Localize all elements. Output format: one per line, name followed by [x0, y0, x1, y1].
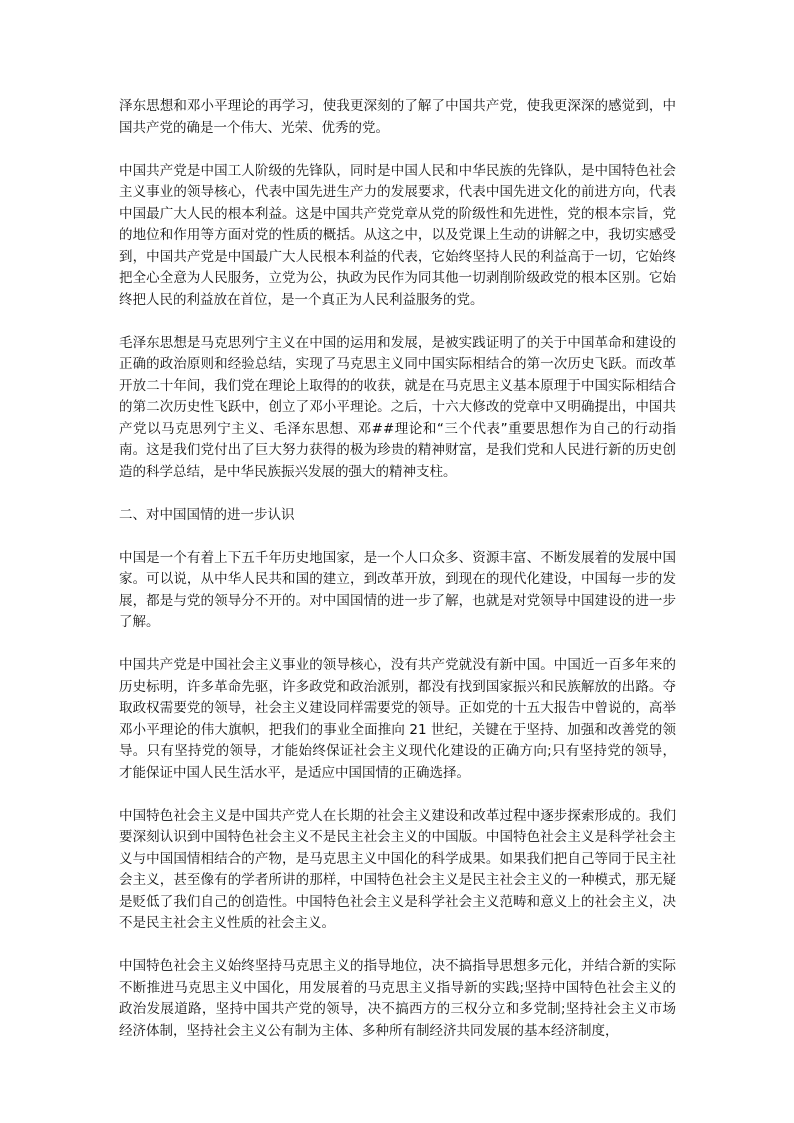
paragraph-5: 中国共产党是中国社会主义事业的领导核心，没有共产党就没有新中国。中国近一百多年来的历史标明，许多革命先驱，许多政党和政治派别，都没有找到国家振兴和民族解放的出路。夺取政权需要党的领导，社会主义建设同样需要党的领导。正如党的十五大报告中曾说的，高举邓小平理论的伟大旗帜，把我们的事业全面推向 21 世纪，关键在于坚持、加强和改善党的领导。只有坚持党的领导，才能始终保证社会主义现代化建设的正确方向;只有坚持党的领导，才能保证中国人民生活水平，是适应中国国情的正确选择。: [119, 657, 676, 781]
paragraph-7: 中国特色社会主义始终坚持马克思主义的指导地位，决不搞指导思想多元化，并结合新的实际不断推进马克思主义中国化，用发展着的马克思主义指导新的实践;坚持中国特色社会主义的政治发展道路，坚持中国共产党的领导，决不搞西方的三权分立和多党制;坚持社会主义市场经济体制，坚持社会主义公有制为主体、多种所有制经济共同发展的基本经济制度，: [119, 958, 676, 1039]
paragraph-2: 中国共产党是中国工人阶级的先锋队，同时是中国人民和中华民族的先锋队，是中国特色社会主义事业的领导核心，代表中国先进生产力的发展要求，代表中国先进文化的前进方向，代表中国最广大人民的根本利益。这是中国共产党党章从党的阶级性和先进性，党的根本宗旨，党的地位和作用等方面对党的性质的概括。从这之中，以及党课上生动的讲解之中，我切实感受到，中国共产党是中国最广大人民根本利益的代表，它始终坚持人民的利益高于一切，它始终把全心全意为人民服务，立党为公，执政为民作为同其他一切剥削阶级政党的根本区别。它始终把人民的利益放在首位，是一个真正为人民利益服务的党。: [119, 162, 676, 308]
paragraph-3: 毛泽东思想是马克思列宁主义在中国的运用和发展，是被实践证明了的关于中国革命和建设的正确的政治原则和经验总结，实现了马克思主义同中国实际相结合的第一次历史飞跃。而改革开放二十年间，我们党在理论上取得的的收获，就是在马克思主义基本原理于中国实际相结合的第二次历史性飞跃中，创立了邓小平理论。之后，十六大修改的党章中又明确提出，中国共产党以马克思列宁主义、毛泽东思想、邓##理论和“三个代表”重要思想作为自己的行动指南。这是我们党付出了巨大努力获得的极为珍贵的精神财富，是我们党和人民进行新的历史创造的科学总结，是中华民族振兴发展的强大的精神支柱。: [119, 334, 676, 480]
paragraph-4: 中国是一个有着上下五千年历史地国家，是一个人口众多、资源丰富、不断发展着的发展中国家。可以说，从中华人民共和国的建立，到改革开放，到现在的现代化建设，中国每一步的发展，都是与党的领导分不开的。对中国国情的进一步了解，也就是对党领导中国建设的进一步了解。: [119, 549, 676, 630]
section-heading: 二、对中国国情的进一步认识: [119, 506, 295, 523]
paragraph-1: 泽东思想和邓小平理论的再学习，使我更深刻的了解了中国共产党，使我更深深的感觉到，中国共产党的确是一个伟大、光荣、优秀的党。: [119, 98, 676, 136]
document-page: [119, 96, 676, 1064]
paragraph-6: 中国特色社会主义是中国共产党人在长期的社会主义建设和改革过程中逐步探索形成的。我们要深刻认识到中国特色社会主义不是民主社会主义的中国版。中国特色社会主义是科学社会主义与中国国情相结合的产物，是马克思主义中国化的科学成果。如果我们把自己等同于民主社会主义，甚至像有的学者所讲的那样，中国特色社会主义是民主社会主义的一种模式，那无疑是贬低了我们自己的创造性。中国特色社会主义是科学社会主义范畴和意义上的社会主义，决不是民主社会主义性质的社会主义。: [119, 807, 676, 931]
